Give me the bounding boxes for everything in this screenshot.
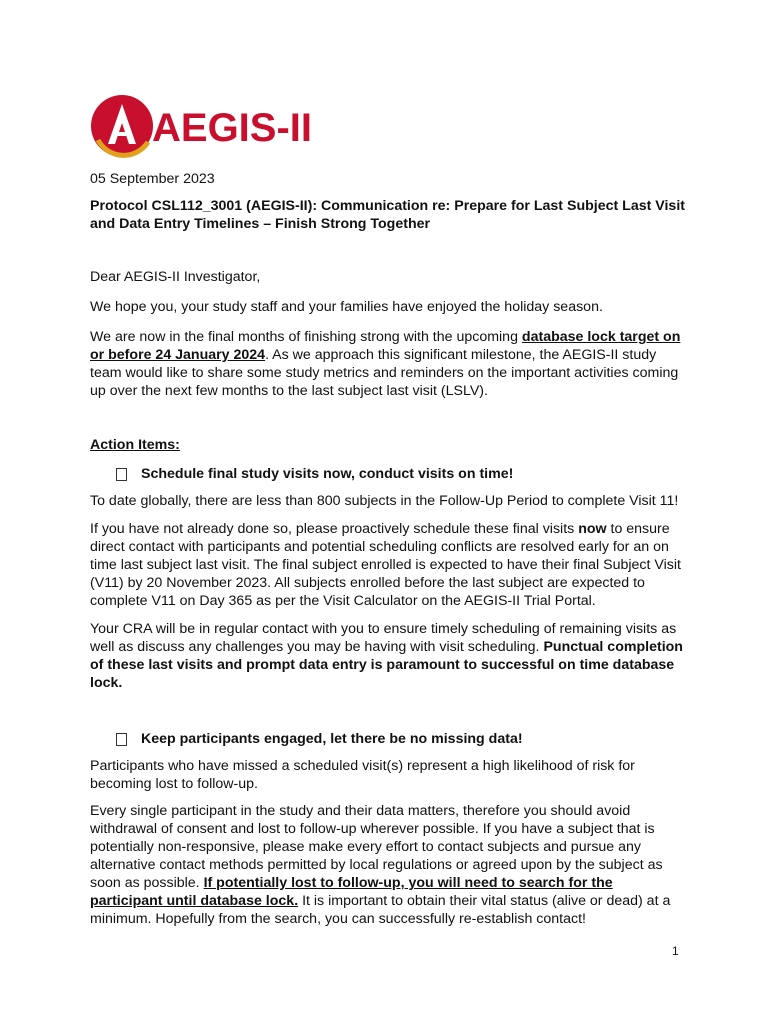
item1-p2-c: to ensure direct contact with participants and potential scheduling conflicts are resolved early for an on time last subject last visit. The final subject enrolled is expected to have their final Subject Visit (V11) by 20 November 2023. All subjects enrolled before the last subject are expected to complete V11 on Day 365 as per the Visit Calculator on the AEGIS-II Trial Portal. <box>90 521 681 609</box>
action-item-1 <box>90 465 686 483</box>
item1-title: Schedule final study visits now, conduct visits on time! <box>141 466 514 482</box>
salutation-text: Dear AEGIS-II Investigator, <box>90 269 261 285</box>
subject-line-1: Protocol CSL112_3001 (AEGIS-II): Communication re: Prepare for Last Subject Last Visit <box>90 198 685 214</box>
item2-title: Keep participants engaged, let there be no missing data! <box>141 731 523 747</box>
item2-paragraph-1 <box>90 757 686 793</box>
item2-p2-lost-to-follow-up: If potentially lost to follow-up, you will need to search for the participant until database lock. <box>90 875 613 909</box>
action-item-2 <box>90 730 686 748</box>
item1-p2-text <box>90 520 686 610</box>
paragraph-hope <box>90 298 686 316</box>
item1-p2-now: now <box>578 521 607 537</box>
logo-text: AEGIS-II <box>152 106 313 150</box>
database-lock-target: database lock target on or before 24 January 2024 <box>90 329 681 363</box>
item1-p3-bold: Punctual completion of these last visits and prompt data entry is paramount to successful on time database lock. <box>90 639 683 691</box>
subject-line-2: and Data Entry Timelines – Finish Strong Together <box>90 216 431 232</box>
action-items-title: Action Items: <box>90 437 180 453</box>
item1-paragraph-3 <box>90 620 686 692</box>
bullet-item-2 <box>90 730 686 748</box>
aegis-logo-graphic <box>88 90 348 162</box>
item2-p2-a: Every single participant in the study and their data matters, therefore you should avoid withdrawal of consent and lost to follow-up wherever possible. If you have a subject that is potentially non-responsive, please make every effort to contact subjects and pursue any alternative contact methods permitted by local regulations or agreed upon by the subject as soon as possible. <box>90 803 663 891</box>
page-number: 1 <box>672 944 679 958</box>
item1-p3-a: Your CRA will be in regular contact with you to ensure timely scheduling of remaining visits as well as discuss any challenges you may be having with visit scheduling. <box>90 621 677 655</box>
item2-p2-text <box>90 802 686 928</box>
item2-p2-c: It is important to obtain their vital status (alive or dead) at a minimum. Hopefully from the search, you can successfully re-establish contact! <box>90 893 671 927</box>
letter-date <box>90 170 686 188</box>
hope-text: We hope you, your study staff and your families have enjoyed the holiday season. <box>90 299 603 315</box>
item1-p2-a: If you have not already done so, please proactively schedule these final visits <box>90 521 579 537</box>
final-months-text <box>90 328 686 400</box>
item2-paragraph-2 <box>90 802 686 928</box>
item1-p1-text: To date globally, there are less than 800 subjects in the Follow-Up Period to complete Visit 11! <box>90 493 679 509</box>
bullet-box-icon <box>116 733 127 746</box>
subject-heading <box>90 197 686 233</box>
bullet-item-1 <box>90 465 686 483</box>
final-text-c: . As we approach this significant milestone, the AEGIS-II study team would like to share some study metrics and reminders on the important activities coming up over the next few months to the last subject last visit (LSLV). <box>90 347 679 399</box>
date-text: 05 September 2023 <box>90 171 215 187</box>
action-items-heading <box>90 436 686 454</box>
salutation <box>90 268 686 286</box>
item1-paragraph-2 <box>90 520 686 610</box>
paragraph-final-months <box>90 328 686 400</box>
item1-p3-text <box>90 620 686 692</box>
item1-paragraph-1 <box>90 492 686 510</box>
bullet-box-icon <box>116 468 127 481</box>
aegis-ii-logo <box>88 90 348 162</box>
item2-p1-text: Participants who have missed a scheduled visit(s) represent a high likelihood of risk for becoming lost to follow-up. <box>90 758 635 792</box>
final-text-a: We are now in the final months of finishing strong with the upcoming <box>90 329 522 345</box>
